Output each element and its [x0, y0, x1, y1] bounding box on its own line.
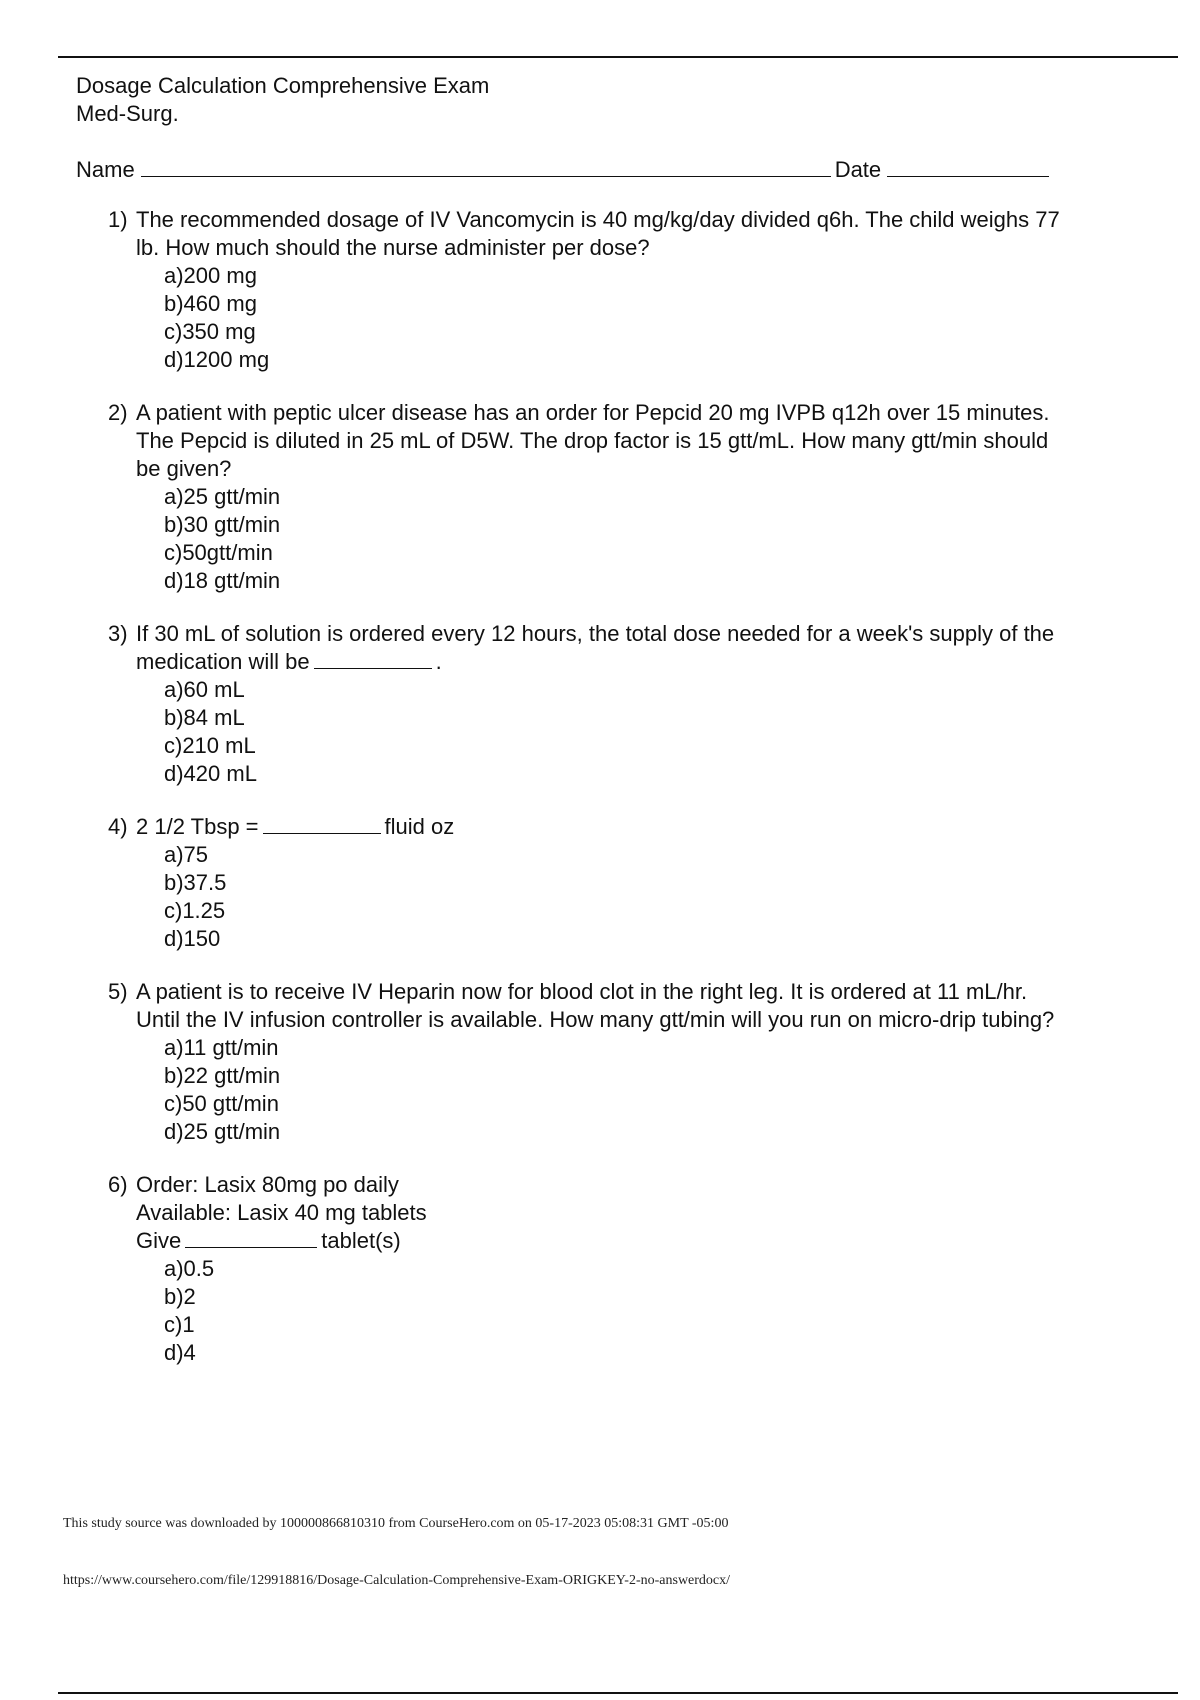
question-line: The recommended dosage of IV Vancomycin is 40 mg/kg/day divided q6h. The child weighs 77 — [136, 207, 1060, 232]
question-line: A patient with peptic ulcer disease has an order for Pepcid 20 mg IVPB q12h over 15 minutes. — [136, 400, 1050, 425]
answer-option-a[interactable]: a)200 mg — [164, 263, 257, 288]
question-number: 3) — [108, 621, 128, 646]
answer-options — [164, 1255, 1156, 1367]
answer-option-d[interactable]: d)420 mL — [164, 761, 257, 786]
answer-options — [164, 1034, 1156, 1146]
question-1 — [108, 206, 1156, 374]
source-url[interactable]: https://www.coursehero.com/file/129918816/Dosage-Calculation-Comprehensive-Exam-ORIGKEY-2-no-answerdocx/ — [63, 1573, 731, 1588]
answer-option-a[interactable]: a)25 gtt/min — [164, 484, 281, 509]
question-text-fragment: . — [435, 649, 442, 674]
answer-blank[interactable] — [314, 648, 432, 669]
question-number: 6) — [108, 1172, 128, 1197]
answer-option-d[interactable]: d)4 — [164, 1340, 196, 1365]
question-line: Order: Lasix 80mg po daily — [136, 1172, 399, 1197]
question-line: lb. How much should the nurse administer per dose? — [136, 235, 650, 260]
question-number: 1) — [108, 207, 128, 232]
exam-subtitle: Med-Surg. — [76, 101, 179, 126]
question-number: 2) — [108, 400, 128, 425]
question-number: 5) — [108, 979, 128, 1004]
question-line: Available: Lasix 40 mg tablets — [136, 1200, 427, 1225]
answer-blank[interactable] — [185, 1227, 317, 1248]
name-label: Name — [76, 157, 135, 182]
question-line: The Pepcid is diluted in 25 mL of D5W. The drop factor is 15 gtt/mL. How many gtt/min should — [136, 428, 1049, 453]
question-3 — [108, 620, 1156, 788]
question-text-fragment: tablet(s) — [321, 1228, 401, 1253]
answer-options — [164, 841, 1156, 953]
download-source-note: This study source was downloaded by 100000866810310 from CourseHero.com on 05-17-2023 05:08:31 GMT -05:00 — [63, 1516, 729, 1531]
top-divider — [58, 56, 1178, 58]
answer-option-a[interactable]: a)75 — [164, 842, 209, 867]
name-date-row — [76, 156, 1156, 184]
date-blank[interactable] — [887, 156, 1049, 177]
question-text — [108, 620, 1156, 676]
answer-option-a[interactable]: a)11 gtt/min — [164, 1035, 279, 1060]
question-text — [108, 813, 1156, 841]
question-4 — [108, 813, 1156, 953]
answer-option-d[interactable]: d)1200 mg — [164, 347, 270, 372]
question-text-fragment: 2 1/2 Tbsp = — [136, 814, 259, 839]
answer-option-c[interactable]: c)50gtt/min — [164, 540, 273, 565]
name-blank[interactable] — [141, 156, 831, 177]
answer-option-b[interactable]: b)37.5 — [164, 870, 227, 895]
answer-option-c[interactable]: c)350 mg — [164, 319, 256, 344]
question-2 — [108, 399, 1156, 595]
exam-page — [76, 72, 1156, 1392]
question-line: A patient is to receive IV Heparin now for blood clot in the right leg. It is ordered at 11 mL/hr. — [136, 979, 1028, 1004]
question-line: If 30 mL of solution is ordered every 12 hours, the total dose needed for a week's supply of the — [136, 621, 1055, 646]
question-6 — [108, 1171, 1156, 1367]
question-number: 4) — [108, 814, 128, 839]
answer-options — [164, 483, 1156, 595]
answer-option-a[interactable]: a)60 mL — [164, 677, 245, 702]
answer-option-b[interactable]: b)22 gtt/min — [164, 1063, 281, 1088]
answer-option-a[interactable]: a)0.5 — [164, 1256, 215, 1281]
question-list — [76, 206, 1156, 1367]
answer-options — [164, 262, 1156, 374]
exam-title: Dosage Calculation Comprehensive Exam — [76, 73, 490, 98]
question-line — [136, 813, 1156, 841]
question-line — [136, 1227, 1156, 1255]
question-text — [108, 1171, 1156, 1255]
question-text-fragment: medication will be — [136, 649, 310, 674]
bottom-divider — [58, 1692, 1178, 1694]
question-text — [108, 399, 1156, 483]
answer-option-b[interactable]: b)2 — [164, 1284, 196, 1309]
question-text-fragment: fluid oz — [384, 814, 455, 839]
answer-option-b[interactable]: b)84 mL — [164, 705, 245, 730]
answer-option-b[interactable]: b)30 gtt/min — [164, 512, 281, 537]
answer-option-d[interactable]: d)25 gtt/min — [164, 1119, 281, 1144]
answer-option-d[interactable]: d)150 — [164, 926, 221, 951]
question-text — [108, 206, 1156, 262]
question-line: Until the IV infusion controller is available. How many gtt/min will you run on micro-drip tubing? — [136, 1007, 1055, 1032]
question-text — [108, 978, 1156, 1034]
question-line: be given? — [136, 456, 232, 481]
answer-blank[interactable] — [263, 813, 381, 834]
answer-options — [164, 676, 1156, 788]
date-label: Date — [834, 157, 882, 182]
question-text-fragment: Give — [136, 1228, 182, 1253]
question-5 — [108, 978, 1156, 1146]
answer-option-c[interactable]: c)1.25 — [164, 898, 226, 923]
answer-option-c[interactable]: c)50 gtt/min — [164, 1091, 279, 1116]
answer-option-b[interactable]: b)460 mg — [164, 291, 257, 316]
answer-option-c[interactable]: c)1 — [164, 1312, 195, 1337]
question-line — [136, 648, 1156, 676]
answer-option-d[interactable]: d)18 gtt/min — [164, 568, 281, 593]
answer-option-c[interactable]: c)210 mL — [164, 733, 256, 758]
